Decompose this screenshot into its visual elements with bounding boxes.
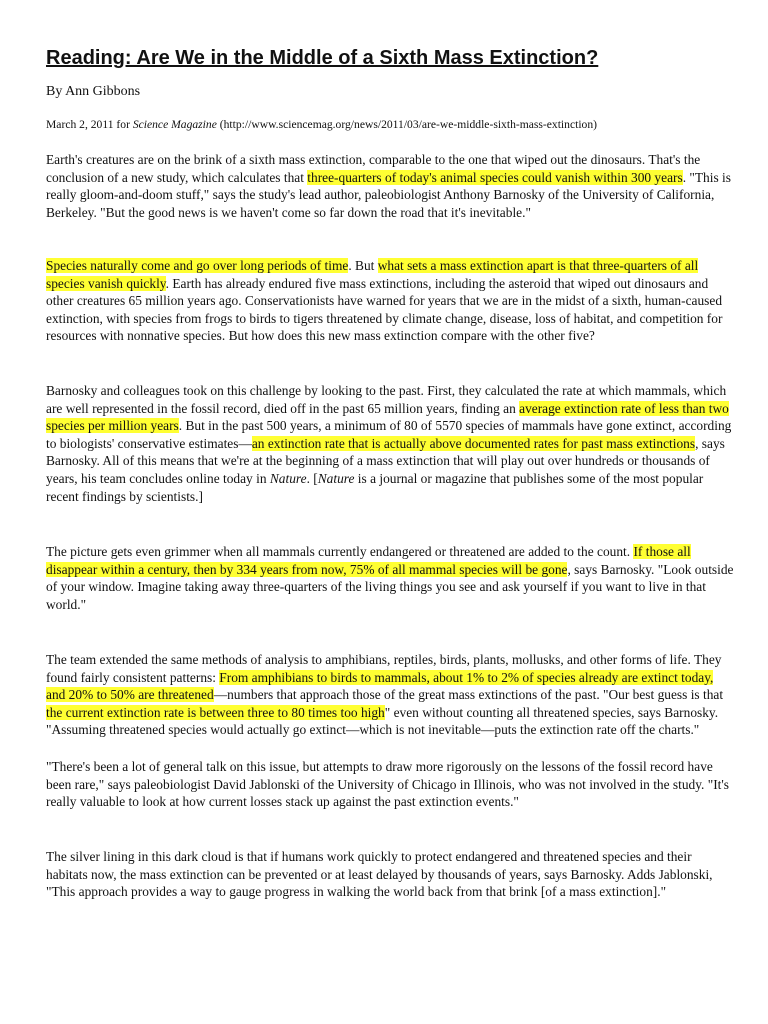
paragraph-3 — [46, 382, 736, 505]
text-run: Barnosky and colleagues took on this challenge by looking to the past. First, they calculated the rate at which mammals, which are well represented in the fossil record, died off in the past 65 million years, finding an — [46, 383, 727, 416]
text-run: —numbers that approach those of the great mass extinctions of the past. "Our best guess is that — [213, 687, 724, 703]
paragraph-7 — [46, 848, 736, 901]
text-run: The team extended the same methods of analysis to amphibians, reptiles, birds, plants, mollusks, and other forms of life. They found fairly consistent patterns: — [46, 652, 722, 685]
dateline — [46, 117, 736, 132]
text-run: . Earth has already endured five mass extinctions, including the asteroid that wiped out dinosaurs and other creatures 65 million years ago. Conservationists have warned for years that we are in the midst of a sixth, human-caused extinction, with species from frogs to birds to tigers threatened by climate change, disease, loss of habitat, and competition for resources with nonnative species. But how does this new mass extinction compare with the other five? — [46, 275, 723, 344]
text-run: " even without counting all threatened species, says Barnosky. "Assuming threatened species would actually go extinct—which is not inevitable—puts the extinction rate off the charts." — [46, 704, 719, 738]
highlighted-text: average extinction rate of less than two species per million years — [46, 400, 729, 434]
highlighted-text: From amphibians to birds to mammals, about 1% to 2% of species already are extinct today, and 20% to 50% are threatened — [46, 669, 714, 703]
paragraph-5 — [46, 651, 736, 739]
paragraph-4 — [46, 543, 736, 613]
highlighted-text: three-quarters of today's animal species could vanish within 300 years — [307, 169, 683, 185]
dateline-publication: Science Magazine — [132, 118, 217, 131]
text-run: is a journal or magazine that publishes some of the most popular recent findings by scientists.] — [46, 470, 704, 504]
text-run: . [ — [306, 470, 318, 486]
highlighted-text: Species naturally come and go over long periods of time — [46, 258, 349, 273]
page-title: Reading: Are We in the Middle of a Sixth Mass Extinction? — [46, 47, 599, 69]
highlighted-text: what sets a mass extinction apart is that three-quarters of all species vanish quickly — [46, 258, 699, 291]
dateline-date: March 2, 2011 for — [46, 118, 133, 131]
text-run: . But in the past 500 years, a minimum of 80 of 5570 species of mammals have gone extinct, according to biologists' conservative estimates— — [46, 418, 732, 451]
highlighted-text: If those all disappear within a century, then by 334 years from now, 75% of all mammal species will be gone — [46, 544, 691, 577]
text-run: . But — [348, 258, 378, 273]
text-run: The silver lining in this dark cloud is that if humans work quickly to protect endangered and threatened species and their habitats now, the mass extinction can be prevented or at least delayed by thousands of years, says Barnosky. Adds Jablonski, "This approach provides a way to gauge progress in walking the world back from that brink [of a mass extinction]." — [46, 849, 713, 900]
text-run: The picture gets even grimmer when all mammals currently endangered or threatened are added to the count. — [46, 544, 634, 559]
text-run: . "This is really gloom-and-doom stuff," says the study's lead author, paleobiologist Anthony Barnosky of the University of California, Berkeley. "But the good news is we haven't come so far down the road that it's inevitable." — [46, 169, 731, 220]
journal-name: Nature — [317, 470, 355, 486]
dateline-url: (http://www.sciencemag.org/news/2011/03/are-we-middle-sixth-mass-extinction) — [216, 118, 597, 131]
paragraph-2 — [46, 257, 736, 345]
text-run: Earth's creatures are on the brink of a sixth mass extinction, comparable to the one that wiped out the dinosaurs. That's the conclusion of a new study, which calculates that — [46, 152, 701, 185]
paragraph-1 — [46, 151, 736, 221]
text-run: "There's been a lot of general talk on this issue, but attempts to draw more rigorously on the lessons of the fossil record have been rare," says paleobiologist David Jablonski of the University of Chicago in Illinois, who was not involved in the study. "It's really valuable to look at how current losses stack up against the past extinction events." — [46, 759, 730, 810]
highlighted-text: an extinction rate that is actually above documented rates for past mass extinctions — [251, 435, 696, 451]
byline: By Ann Gibbons — [46, 84, 141, 99]
text-run: , says Barnosky. All of this means that we're at the beginning of a mass extinction that will play out over hundreds or thousands of years, his team concludes online today in — [46, 435, 725, 486]
paragraph-6 — [46, 758, 736, 811]
journal-name: Nature — [269, 470, 307, 486]
text-run: , says Barnosky. "Look outside of your window. Imagine taking away three-quarters of the living things you see and ask yourself if you want to live in that world." — [46, 561, 734, 612]
highlighted-text: the current extinction rate is between three to 80 times too high — [46, 704, 385, 720]
